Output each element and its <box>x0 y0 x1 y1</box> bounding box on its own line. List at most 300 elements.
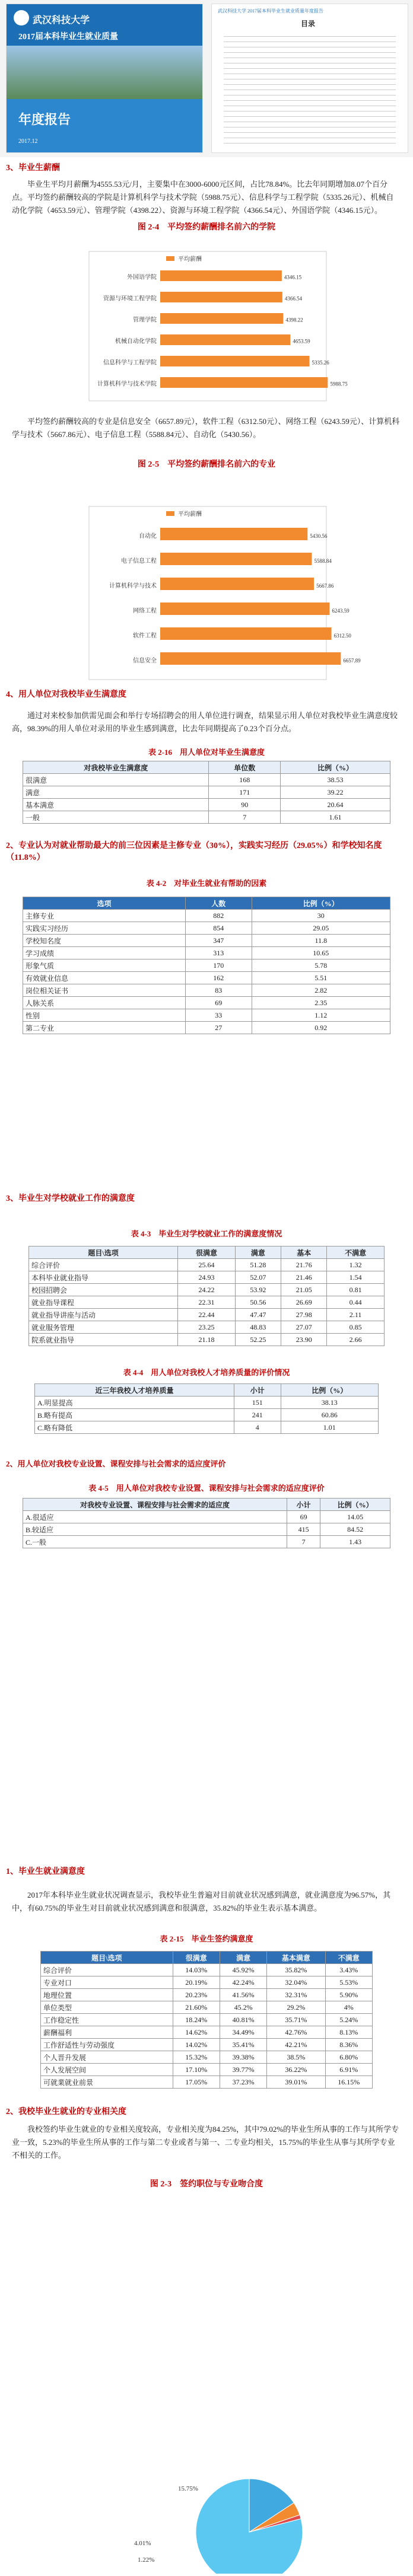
table-2-15-cell: 39.01% <box>267 2076 325 2089</box>
table-2-15-header-cell: 题目\选项 <box>41 1952 173 1964</box>
table-2-16-row <box>23 774 390 786</box>
table-4-2-cell: 69 <box>185 997 252 1009</box>
table-2-16 <box>23 761 390 824</box>
university-name: 武汉科技大学 <box>33 15 90 25</box>
table-4-2-cell: 有效就业信息 <box>23 972 186 984</box>
table-4-2-header-cell: 选项 <box>23 897 186 910</box>
table-4-4-cell: 60.86 <box>281 1409 378 1421</box>
table-2-15-cell: 36.22% <box>267 2064 325 2076</box>
table-2-16-row <box>23 811 390 824</box>
table-2-15-cell: 8.36% <box>325 2039 372 2051</box>
table-4-5-cell: 7 <box>287 1536 320 1548</box>
bar <box>160 553 312 565</box>
table-2-15-cell: 20.23% <box>173 1989 220 2001</box>
table-4-2-row <box>23 1009 390 1022</box>
pie-label: 4.01% <box>134 2540 151 2547</box>
table-2-15-cell: 14.62% <box>173 2026 220 2039</box>
table-2-15-cell: 35.82% <box>267 1964 325 1976</box>
table-4-2-cell: 29.05 <box>252 922 390 935</box>
employer-satisfaction-heading: 4、用人单位对我校毕业生满意度 <box>6 690 126 699</box>
table-2-15-cell: 单位类型 <box>41 2001 173 2014</box>
value-label: 5988.75 <box>330 381 348 387</box>
bar <box>160 652 341 665</box>
table-4-2-row <box>23 935 390 947</box>
table-4-4-cell: 1.01 <box>281 1421 378 1434</box>
table-2-15-cell: 工作稳定性 <box>41 2014 173 2026</box>
table-4-2-cell: 30 <box>252 910 390 922</box>
table-4-3-cell: 27.07 <box>281 1321 327 1334</box>
table-4-3-cell: 24.93 <box>178 1271 236 1284</box>
major-salary-chart-svg <box>0 504 413 682</box>
table-2-15-row <box>41 2014 373 2026</box>
table-4-3-row <box>29 1284 385 1296</box>
salary-section <box>0 161 413 232</box>
category-label: 管理学院 <box>133 317 157 324</box>
table-2-15-cell: 18.24% <box>173 2014 220 2026</box>
table-2-16-row <box>23 786 390 799</box>
table-2-15-cell: 34.49% <box>220 2026 266 2039</box>
toc-title: 目录 <box>301 20 316 28</box>
table-4-2-row <box>23 1022 390 1034</box>
table-4-3-header-cell: 满意 <box>235 1246 281 1259</box>
major-relevance-heading: 2、我校毕业生就业的专业相关度 <box>6 2108 126 2116</box>
table-2-15-cell: 17.05% <box>173 2076 220 2089</box>
table-4-2-cell: 学校知名度 <box>23 935 186 947</box>
category-label: 电子信息工程 <box>121 557 157 565</box>
table-2-15-row <box>41 2039 373 2051</box>
table-2-15-cell: 32.31% <box>267 1989 325 2001</box>
table-4-2-row <box>23 972 390 984</box>
table-4-5-cell: 1.43 <box>320 1536 390 1548</box>
table-4-5-caption: 表 4-5 用人单位对我校专业设置、课程安排与社会需求的适应度评价 <box>88 1484 325 1493</box>
bar <box>160 356 310 366</box>
table-2-15-header-cell: 不满意 <box>325 1952 372 1964</box>
salary-paragraph: 毕业生平均月薪酬为4555.53元/月，主要集中在3000-6000元区间，占比78.84%。比去年同期增加8.07个百分点。平均签约薪酬较高的学院是计算机科学与技术学院（5988.75元）、信息科学与工程学院（5335.26元）、机械自动化学院（4653.59元）、管理学院（4398.22）、资源与环境工程学院（4366.54元）、外国语学院（4346.15元）。 <box>12 180 394 215</box>
table-4-3-cell: 1.54 <box>327 1271 385 1284</box>
table-2-15-cell: 8.13% <box>325 2026 372 2039</box>
table-2-16-cell: 1.61 <box>281 811 390 824</box>
table-4-2-cell: 33 <box>185 1009 252 1022</box>
table-2-16-cell: 168 <box>209 774 281 786</box>
value-label: 4653.59 <box>293 338 310 345</box>
category-label: 软件工程 <box>133 632 157 639</box>
table-2-16-cell: 39.22 <box>281 786 390 799</box>
major-salary-chart <box>0 504 413 682</box>
figure-2-4-caption: 图 2-4 平均签约薪酬排名前六的学院 <box>137 223 276 232</box>
table-2-15-cell: 5.53% <box>325 1976 372 1989</box>
table-2-16-cell: 20.64 <box>281 799 390 811</box>
category-label: 信息安全 <box>133 657 157 664</box>
college-salary-chart <box>0 249 413 409</box>
figure-2-5-caption: 图 2-5 平均签约薪酬排名前六的专业 <box>137 460 276 469</box>
table-4-4-row <box>35 1397 379 1409</box>
table-2-15-header-cell: 基本满意 <box>267 1952 325 1964</box>
table-4-2-cell: 5.78 <box>252 959 390 972</box>
table-2-15-cell: 45.2% <box>220 2001 266 2014</box>
graduate-satisfaction-heading: 3、毕业生对学校就业工作的满意度 <box>6 1194 135 1203</box>
table-4-5-header-row <box>23 1499 390 1511</box>
table-4-2-cell: 形象气质 <box>23 959 186 972</box>
table-2-15-cell: 6.80% <box>325 2051 372 2064</box>
curriculum-adaptation-heading: 2、用人单位对我校专业设置、课程安排与社会需求的适应度评价 <box>6 1459 226 1468</box>
table-4-3-cell: 就业服务管理 <box>29 1321 178 1334</box>
table-2-15-header-row <box>41 1952 373 1964</box>
report-title: 2017届本科毕业生就业质量 <box>18 33 118 42</box>
table-4-5-cell: A.很适应 <box>23 1511 287 1523</box>
bar <box>160 578 314 590</box>
help-factors-note: 2、专业认为对就业帮助最大的前三位因素是主修专业（30%），实践实习经历（29.05%）和学校知名度（11.8%） <box>6 841 382 862</box>
category-label: 资源与环境工程学院 <box>103 295 157 302</box>
table-4-5-header-cell: 对我校专业设置、课程安排与社会需求的适应度 <box>23 1499 287 1511</box>
table-2-15-row <box>41 2064 373 2076</box>
table-4-2-cell: 347 <box>185 935 252 947</box>
table-2-15-cell: 40.81% <box>220 2014 266 2026</box>
table-2-15-cell: 37.23% <box>220 2076 266 2089</box>
table-2-15-header-cell: 很满意 <box>173 1952 220 1964</box>
table-2-15-cell: 29.2% <box>267 2001 325 2014</box>
table-4-3-cell: 综合评价 <box>29 1259 178 1271</box>
table-4-3-row <box>29 1334 385 1346</box>
table-4-2-cell: 162 <box>185 972 252 984</box>
table-4-4-row <box>35 1421 379 1434</box>
legend-swatch <box>166 511 174 516</box>
table-2-15-cell: 薪酬福利 <box>41 2026 173 2039</box>
value-label: 6243.59 <box>332 607 350 614</box>
table-4-4-cell: 38.13 <box>281 1397 378 1409</box>
table-4-4-header-row <box>35 1384 379 1397</box>
table-2-16-header-row <box>23 761 390 774</box>
table-4-2-cell: 人脉关系 <box>23 997 186 1009</box>
employment-satisfaction-section <box>0 1865 413 2189</box>
table-4-3-header-cell: 题目\选项 <box>29 1246 178 1259</box>
table-4-3-cell: 26.69 <box>281 1296 327 1309</box>
table-4-2-cell: 170 <box>185 959 252 972</box>
table-4-5-cell: B.较适应 <box>23 1523 287 1536</box>
table-4-2-cell: 主修专业 <box>23 910 186 922</box>
table-4-2-cell: 性别 <box>23 1009 186 1022</box>
table-4-2-row <box>23 922 390 935</box>
table-4-3-header-row <box>29 1246 385 1259</box>
bar <box>160 377 328 388</box>
toc-lines <box>224 31 396 144</box>
value-label: 5335.26 <box>312 359 329 366</box>
table-2-16-header-cell: 单位数 <box>209 761 281 774</box>
employer-satisfaction-section <box>0 688 413 1034</box>
table-4-3-row <box>29 1259 385 1271</box>
table-4-3-cell: 22.44 <box>178 1309 236 1321</box>
table-4-3-cell: 0.81 <box>327 1284 385 1296</box>
table-2-16-header-cell: 比例（%） <box>281 761 390 774</box>
graduate-satisfaction-section <box>0 1192 413 1548</box>
table-2-15-cell: 39.38% <box>220 2051 266 2064</box>
pie-label: 15.75% <box>178 2485 198 2492</box>
table-4-3-cell: 院系就业指导 <box>29 1334 178 1346</box>
table-2-15-cell: 6.91% <box>325 2064 372 2076</box>
campus-photo <box>7 46 202 99</box>
table-2-15-cell: 41.56% <box>220 1989 266 2001</box>
table-4-3-cell: 24.22 <box>178 1284 236 1296</box>
table-4-2-cell: 83 <box>185 984 252 997</box>
category-label: 计算机科学与技术 <box>109 582 157 589</box>
table-2-15-cell: 4% <box>325 2001 372 2014</box>
table-4-4-cell: 151 <box>234 1397 281 1409</box>
pie-label: 1.22% <box>138 2556 155 2564</box>
bar <box>160 292 282 302</box>
table-4-4-row <box>35 1409 379 1421</box>
value-label: 6312.50 <box>333 632 351 639</box>
table-4-3-cell: 1.32 <box>327 1259 385 1271</box>
table-2-15-cell: 35.71% <box>267 2014 325 2026</box>
table-4-2-row <box>23 910 390 922</box>
table-2-15-caption: 表 2-15 毕业生签约满意度 <box>160 1934 253 1943</box>
table-4-3-cell: 21.46 <box>281 1271 327 1284</box>
report-subtitle: 年度报告 <box>18 112 71 127</box>
major-match-pie-svg <box>0 2467 413 2574</box>
table-4-2-cell: 882 <box>185 910 252 922</box>
table-4-3-row <box>29 1309 385 1321</box>
table-2-15-cell: 16.15% <box>325 2076 372 2089</box>
table-2-15-cell: 21.60% <box>173 2001 220 2014</box>
table-4-4-cell: 4 <box>234 1421 281 1434</box>
salary-heading: 3、毕业生薪酬 <box>6 164 60 173</box>
table-4-4 <box>34 1383 379 1434</box>
table-2-15-row <box>41 2076 373 2089</box>
table-4-3-cell: 51.28 <box>235 1259 281 1271</box>
table-4-4-caption: 表 4-4 用人单位对我校人才培养质量的评价情况 <box>123 1368 290 1377</box>
table-2-15-cell: 17.10% <box>173 2064 220 2076</box>
table-4-3-cell: 就业指导课程 <box>29 1296 178 1309</box>
major-relevance-paragraph: 我校签约毕业生就业的专业相关度较高，专业相关度为84.25%，其中79.02%的毕业生所从事的工作与其所学专业一致，5.23%的毕业生所从事的工作与第二专业或者与第一、二专业均相关，15.75%的毕业生从事与其所学专业不相关的工作。 <box>12 2125 399 2160</box>
employment-satisfaction-heading: 1、毕业生就业满意度 <box>6 1867 85 1876</box>
value-label: 5588.84 <box>314 557 332 564</box>
table-2-16-cell: 很满意 <box>23 774 209 786</box>
table-4-5-row <box>23 1523 390 1536</box>
table-2-15-row <box>41 2026 373 2039</box>
legend-label: 平均薪酬 <box>178 256 202 263</box>
table-2-15-cell: 42.76% <box>267 2026 325 2039</box>
table-4-2-header-cell: 比例（%） <box>252 897 390 910</box>
table-2-16-cell: 7 <box>209 811 281 824</box>
table-2-16-row <box>23 799 390 811</box>
table-2-15-row <box>41 1989 373 2001</box>
table-4-4-cell: 241 <box>234 1409 281 1421</box>
table-2-15-cell: 个人发展空间 <box>41 2064 173 2076</box>
table-2-15-cell: 工作舒适性与劳动强度 <box>41 2039 173 2051</box>
cover-page <box>6 4 203 153</box>
table-2-16-header-cell: 对我校毕业生满意度 <box>23 761 209 774</box>
table-4-3-row <box>29 1296 385 1309</box>
table-4-5-row <box>23 1536 390 1548</box>
table-4-3-caption: 表 4-3 毕业生对学校就业工作的满意度情况 <box>131 1229 282 1238</box>
table-4-3-header-cell: 不满意 <box>327 1246 385 1259</box>
table-2-15-cell: 32.04% <box>267 1976 325 1989</box>
table-4-4-header-cell: 小计 <box>234 1384 281 1397</box>
table-2-15-cell: 地理位置 <box>41 1989 173 2001</box>
table-4-3 <box>28 1246 385 1346</box>
table-2-16-cell: 171 <box>209 786 281 799</box>
toc-page <box>211 4 408 153</box>
major-salary-paragraph: 平均签约薪酬较高的专业是信息安全（6657.89元），软件工程（6312.50元）、网络工程（6243.59元）、计算机科学与技术（5667.86元）、电子信息工程（5588.84元）、自动化（5430.56）。 <box>12 417 400 439</box>
legend-swatch <box>166 256 174 261</box>
cover-section <box>0 0 413 157</box>
table-4-2-row <box>23 947 390 959</box>
table-2-15-cell: 42.24% <box>220 1976 266 1989</box>
table-4-2-cell: 854 <box>185 922 252 935</box>
table-4-4-header-cell: 近三年我校人才培养质量 <box>35 1384 234 1397</box>
table-2-15-header-cell: 满意 <box>220 1952 266 1964</box>
table-2-16-cell: 一般 <box>23 811 209 824</box>
table-2-15-cell: 20.19% <box>173 1976 220 1989</box>
table-4-2-cell: 岗位相关证书 <box>23 984 186 997</box>
table-2-15-cell: 专业对口 <box>41 1976 173 1989</box>
table-4-2-cell: 1.12 <box>252 1009 390 1022</box>
value-label: 5667.86 <box>316 582 334 589</box>
bar <box>160 528 307 540</box>
table-2-15-cell: 3.43% <box>325 1964 372 1976</box>
table-4-3-cell: 47.47 <box>235 1309 281 1321</box>
table-4-2-cell: 2.35 <box>252 997 390 1009</box>
table-4-2-cell: 10.65 <box>252 947 390 959</box>
table-2-16-cell: 90 <box>209 799 281 811</box>
table-4-3-cell: 校园招聘会 <box>29 1284 178 1296</box>
table-2-15-cell: 45.92% <box>220 1964 266 1976</box>
table-4-3-row <box>29 1271 385 1284</box>
table-2-15-cell: 42.21% <box>267 2039 325 2051</box>
table-2-15-cell: 5.90% <box>325 1989 372 2001</box>
table-2-15-cell: 15.32% <box>173 2051 220 2064</box>
table-4-3-cell: 21.05 <box>281 1284 327 1296</box>
table-2-15-cell: 38.5% <box>267 2051 325 2064</box>
table-4-3-cell: 21.76 <box>281 1259 327 1271</box>
bar <box>160 334 290 345</box>
table-2-15-cell: 35.41% <box>220 2039 266 2051</box>
table-4-5-row <box>23 1511 390 1523</box>
category-label: 机械自动化学院 <box>115 338 157 345</box>
category-label: 信息科学与工程学院 <box>103 359 157 366</box>
table-4-5-cell: 415 <box>287 1523 320 1536</box>
table-4-5-header-cell: 比例（%） <box>320 1499 390 1511</box>
table-4-3-cell: 0.85 <box>327 1321 385 1334</box>
table-4-2-caption: 表 4-2 对毕业生就业有帮助的因素 <box>146 879 267 888</box>
table-2-15-cell: 5.24% <box>325 2014 372 2026</box>
table-4-3-cell: 52.07 <box>235 1271 281 1284</box>
table-4-2-cell: 0.92 <box>252 1022 390 1034</box>
employment-satisfaction-paragraph: 2017年本科毕业生就业状况调查显示，我校毕业生普遍对目前就业状况感到满意，就业满意度为96.57%，其中，有60.75%的毕业生对目前就业状况感到满意和很满意，35.82%的毕业生表示基本满意。 <box>12 1890 391 1912</box>
table-4-4-cell: A.明显提高 <box>35 1397 234 1409</box>
table-4-2-header-cell: 人数 <box>185 897 252 910</box>
table-4-3-cell: 48.83 <box>235 1321 281 1334</box>
table-4-2-cell: 27 <box>185 1022 252 1034</box>
bar <box>160 313 283 324</box>
table-2-15-cell: 可就業就业前景 <box>41 2076 173 2089</box>
table-4-3-cell: 25.64 <box>178 1259 236 1271</box>
table-4-5-header-cell: 小计 <box>287 1499 320 1511</box>
category-label: 外国语学院 <box>127 274 157 281</box>
table-4-4-cell: C.略有降低 <box>35 1421 234 1434</box>
table-2-15-cell: 个人晋升发展 <box>41 2051 173 2064</box>
value-label: 5430.56 <box>310 533 328 539</box>
table-4-3-cell: 2.11 <box>327 1309 385 1321</box>
value-label: 6657.89 <box>343 657 361 664</box>
value-label: 4346.15 <box>284 274 302 280</box>
category-label: 计算机科学与技术学院 <box>97 381 157 388</box>
table-4-2-row <box>23 997 390 1009</box>
table-2-16-cell: 38.53 <box>281 774 390 786</box>
table-4-3-cell: 53.92 <box>235 1284 281 1296</box>
figure-2-3-caption: 图 2-3 签约职位与专业吻合度 <box>150 2180 263 2189</box>
table-2-15-row <box>41 1976 373 1989</box>
table-2-15-row <box>41 1964 373 1976</box>
college-salary-chart-svg <box>0 249 413 409</box>
table-4-3-header-cell: 很满意 <box>178 1246 236 1259</box>
value-label: 4366.54 <box>284 295 303 302</box>
table-4-2-cell: 5.51 <box>252 972 390 984</box>
table-2-15-cell: 14.03% <box>173 1964 220 1976</box>
legend-label: 平均薪酬 <box>178 511 202 518</box>
major-match-pie <box>0 2467 413 2574</box>
table-2-15 <box>40 1951 373 2089</box>
table-4-3-cell: 22.31 <box>178 1296 236 1309</box>
table-4-4-header-cell: 比例（%） <box>281 1384 378 1397</box>
bar <box>160 270 282 281</box>
pie-slice <box>196 2479 303 2574</box>
table-4-2-cell: 实践实习经历 <box>23 922 186 935</box>
category-label: 自动化 <box>139 533 157 540</box>
table-4-3-cell: 50.56 <box>235 1296 281 1309</box>
table-4-3-cell: 23.90 <box>281 1334 327 1346</box>
toc-header: 武汉科技大学 2017届本科毕业生就业质量年度报告 <box>218 8 323 14</box>
table-4-3-cell: 就业指导讲座与活动 <box>29 1309 178 1321</box>
table-4-2-row <box>23 959 390 972</box>
table-4-3-cell: 2.66 <box>327 1334 385 1346</box>
table-4-2-cell: 313 <box>185 947 252 959</box>
university-logo <box>14 10 29 25</box>
table-4-3-cell: 27.98 <box>281 1309 327 1321</box>
table-4-2-row <box>23 984 390 997</box>
report-date: 2017.12 <box>18 138 38 145</box>
table-4-5 <box>23 1498 390 1548</box>
bar <box>160 627 332 640</box>
table-4-3-header-cell: 基本 <box>281 1246 327 1259</box>
table-2-15-cell: 39.77% <box>220 2064 266 2076</box>
table-4-2-cell: 2.82 <box>252 984 390 997</box>
table-2-15-cell: 综合评价 <box>41 1964 173 1976</box>
category-label: 网络工程 <box>133 607 157 614</box>
table-4-4-cell: B.略有提高 <box>35 1409 234 1421</box>
table-2-16-cell: 满意 <box>23 786 209 799</box>
major-salary-text <box>0 415 413 470</box>
table-4-2-header-row <box>23 897 390 910</box>
table-2-15-cell: 14.02% <box>173 2039 220 2051</box>
table-4-2-cell: 学习成绩 <box>23 947 186 959</box>
table-2-15-row <box>41 2051 373 2064</box>
table-4-2-cell: 11.8 <box>252 935 390 947</box>
table-2-16-caption: 表 2-16 用人单位对毕业生满意度 <box>148 748 265 757</box>
value-label: 4398.22 <box>285 317 303 323</box>
table-4-3-cell: 21.18 <box>178 1334 236 1346</box>
table-4-3-cell: 23.25 <box>178 1321 236 1334</box>
table-2-15-row <box>41 2001 373 2014</box>
table-4-3-cell: 本科毕业就业指导 <box>29 1271 178 1284</box>
table-4-2 <box>23 897 390 1034</box>
table-4-5-cell: C.一般 <box>23 1536 287 1548</box>
table-2-16-cell: 基本满意 <box>23 799 209 811</box>
table-4-5-cell: 14.05 <box>320 1511 390 1523</box>
table-4-2-cell: 第二专业 <box>23 1022 186 1034</box>
table-4-3-cell: 0.44 <box>327 1296 385 1309</box>
table-4-5-cell: 69 <box>287 1511 320 1523</box>
table-4-3-row <box>29 1321 385 1334</box>
